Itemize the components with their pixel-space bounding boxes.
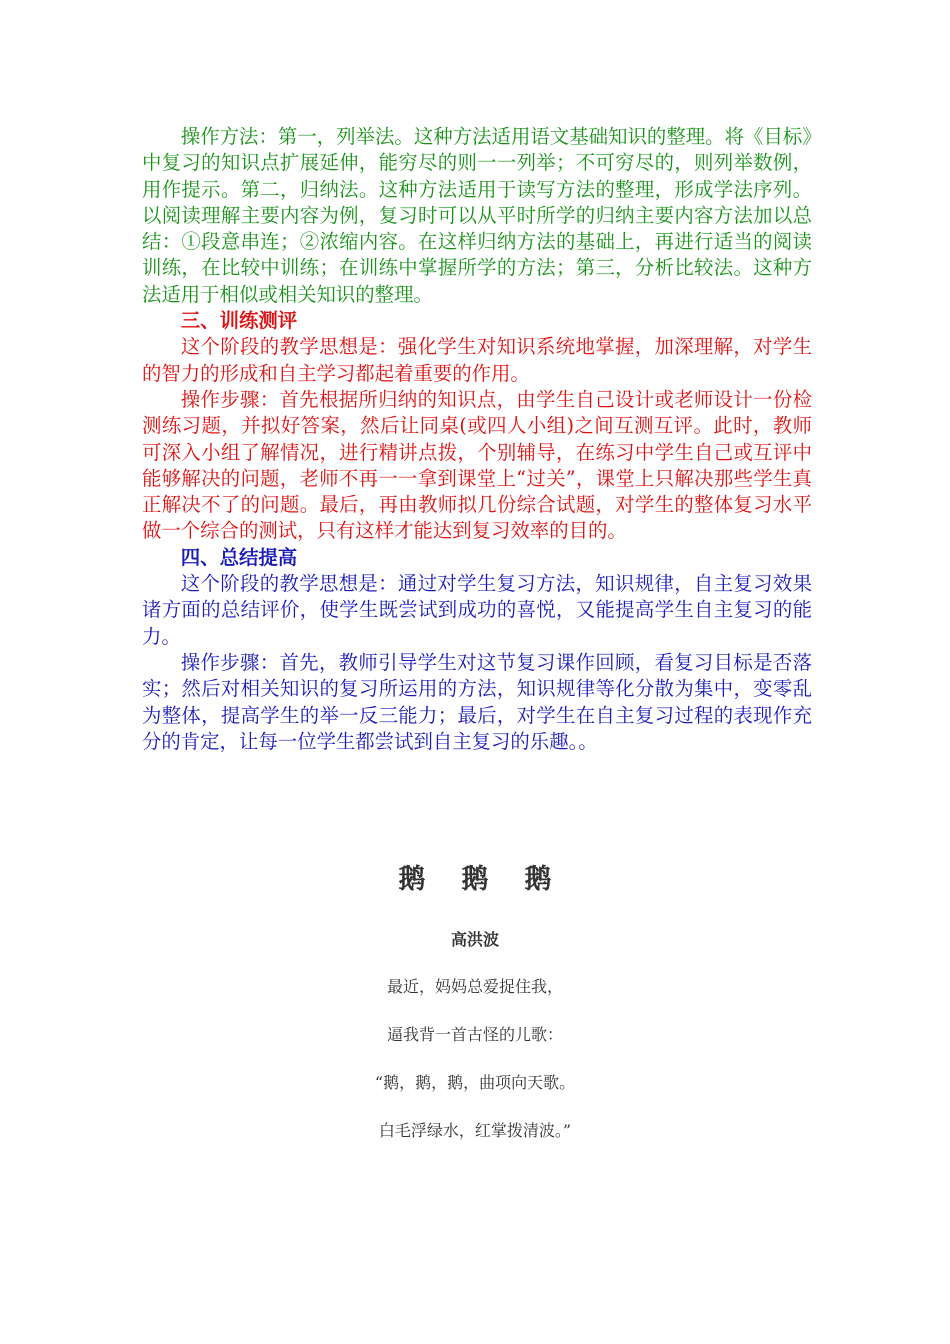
section-four-steps-paragraph: 操作步骤：首先，教师引导学生对这节复习课作回顾，看复习目标是否落实；然后对相关知识的复习所运用的方法，知识规律等化分散为集中，变零乱为整体，提高学生的举一反三能力；最后，对学生在自主复习过程的表现作充分的肯定，让每一位学生都尝试到自主复习的乐趣。。 xyxy=(142,650,812,753)
section-three-heading: 三、训练测评 xyxy=(180,309,298,333)
poem xyxy=(0,858,950,1141)
poem-line: “鹅，鹅，鹅，曲项向天歌。 xyxy=(374,1073,576,1092)
poem-title-char: 鹅 xyxy=(524,864,552,895)
section-three-thought-paragraph: 这个阶段的教学思想是：强化学生对知识系统地掌握，加深理解，对学生的智力的形成和自主学习都起着重要的作用。 xyxy=(142,335,812,385)
document-body xyxy=(142,124,812,755)
section-three-steps-paragraph: 操作步骤：首先根据所归纳的知识点，由学生自己设计或老师设计一份检测练习题，并拟好答案，然后让同桌(或四人小组)之间互测互评。此时，教师可深入小组了解情况，进行精讲点拨，个别辅导，在练习中学生自己或互评中能够解决的问题，老师不再一一拿到课堂上“过关”，课堂上只解决那些学生真正解决不了的问题。最后，再由教师拟几份综合试题，对学生的整体复习水平做一个综合的测试，只有这样才能达到复习效率的目的。 xyxy=(142,387,812,543)
poem-line: 逼我背一首古怪的儿歌： xyxy=(386,1025,563,1044)
poem-line: 白毛浮绿水，红掌拨清波。” xyxy=(378,1121,572,1140)
section-four-thought-paragraph: 这个阶段的教学思想是：通过对学生复习方法，知识规律，自主复习效果诸方面的总结评价，使学生既尝试到成功的喜悦，又能提高学生自主复习的能力。 xyxy=(142,572,812,648)
poem-title-char: 鹅 xyxy=(461,864,489,895)
poem-title xyxy=(0,858,950,902)
poem-title-char: 鹅 xyxy=(398,864,426,895)
method-paragraph: 操作方法：第一，列举法。这种方法适用语文基础知识的整理。将《目标》中复习的知识点扩展延伸，能穷尽的则一一列举；不可穷尽的，则列举数例，用作提示。第二，归纳法。这种方法适用于读写方法的整理，形成学法序列。以阅读理解主要内容为例，复习时可以从平时所学的归纳主要内容方法加以总结：①段意串连；②浓缩内容。在这样归纳方法的基础上，再进行适当的阅读训练，在比较中训练；在训练中掌握所学的方法；第三，分析比较法。这种方法适用于相似或相关知识的整理。 xyxy=(142,125,812,306)
poem-author: 高洪波 xyxy=(450,930,499,949)
poem-line: 最近，妈妈总爱捉住我， xyxy=(386,977,563,996)
section-four-heading: 四、总结提高 xyxy=(180,545,298,569)
